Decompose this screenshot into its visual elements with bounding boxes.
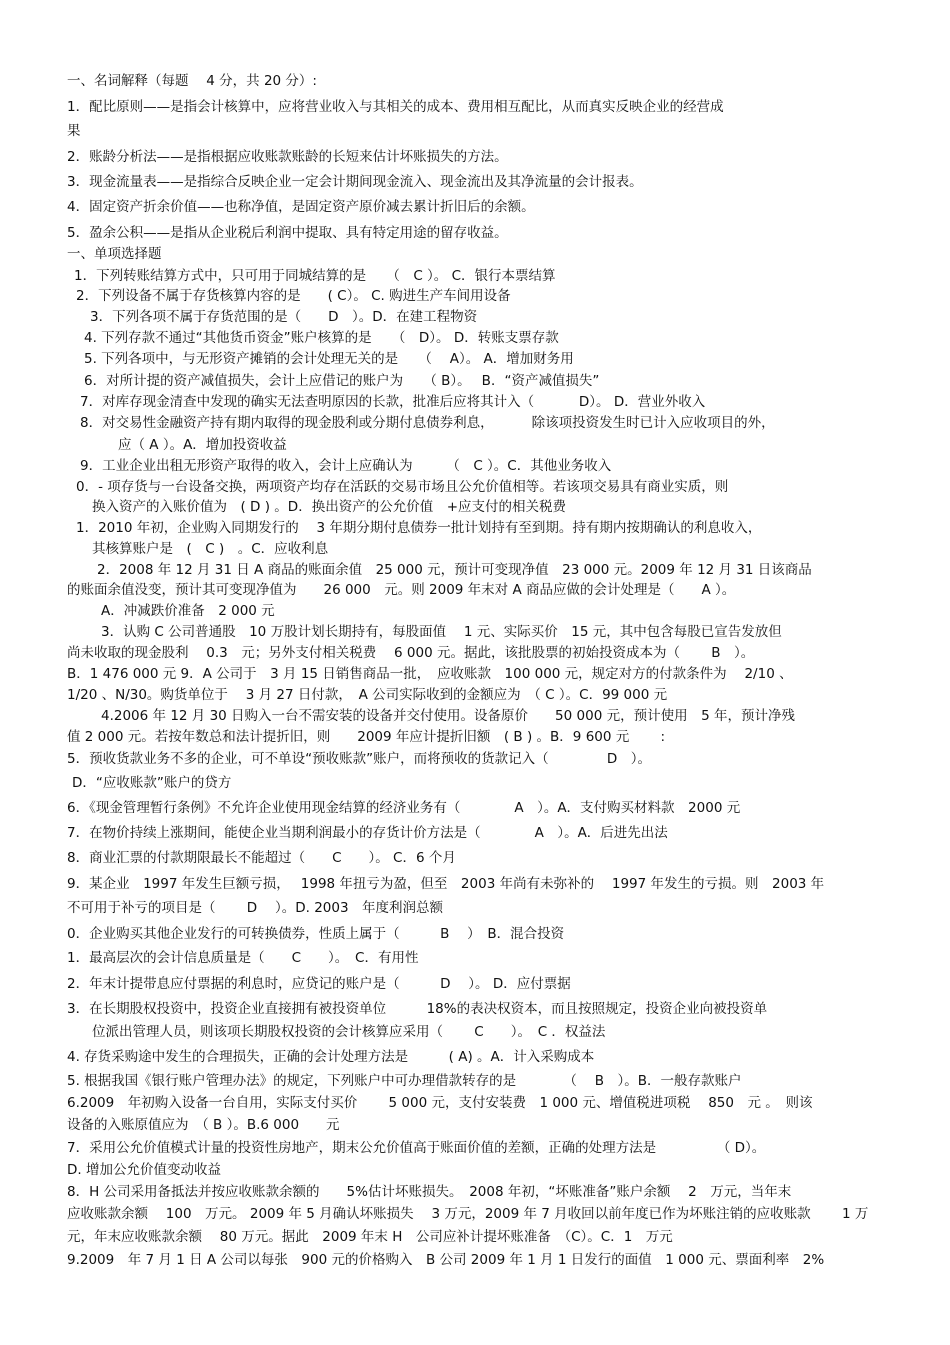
text-line: 4．固定资产折余价值——也称净值，是固定资产原价减去累计折旧后的余额。 (67, 199, 535, 215)
text-line: 1．最高层次的会计信息质量是（ C ）。 C．有用性 (67, 950, 419, 966)
text-line: 8．商业汇票的付款期限最长不能超过（ C ）。 C．6 个月 (67, 850, 456, 866)
text-line: 8．对交易性金融资产持有期内取得的现金股利或分期付息债券利息， 除该项投资发生时已计入应收项目的外， (80, 415, 775, 431)
text-line: 2．账龄分析法——是指根据应收账款账龄的长短来估计坏账损失的方法。 (67, 149, 508, 165)
text-line: 7．在物价持续上涨期间，能使企业当期利润最小的存货计价方法是（ A ）。A．后进先出法 (67, 825, 668, 841)
text-line: 位派出管理人员，则该项长期股权投资的会计核算应采用（ C ）。 C ．权益法 (92, 1024, 606, 1040)
text-line: 0．- 项存货与一台设备交换，两项资产均存在活跃的交易市场且公允价值相等。若该项交易具有商业实质，则 (76, 479, 729, 495)
text-line: 5．预收货款业务不多的企业，可不单设“预收账款”账户，而将预收的货款记入（ D ）。 (67, 751, 652, 767)
text-line: 8．H 公司采用备抵法并按应收账款余额的 5%估计坏账损失。 2008 年初，“坏账准备”账户余额 2 万元，当年末 (67, 1184, 792, 1200)
text-line: 2．下列设备不属于存货核算内容的是 ( C）。 C. 购进生产车间用设备 (76, 288, 511, 304)
text-line: 不可用于补亏的项目是（ D ）。D. 2003 年度利润总额 (67, 900, 444, 916)
text-line: 设备的入账原值应为 （ B ）。B.6 000 元 (67, 1117, 340, 1133)
text-line: 5. 根据我国《银行账户管理办法》的规定，下列账户中可办理借款转存的是 （ B ）。B．一般存款账户 (67, 1073, 742, 1089)
text-line: 换入资产的入账价值为 ( D ) 。D．换出资产的公允价值 +应支付的相关税费 (92, 499, 567, 515)
text-line: 3．下列各项不属于存货范围的是（ D ）。D．在建工程物资 (90, 309, 478, 325)
text-line: A．冲减跌价准备 2 000 元 (101, 603, 275, 619)
text-line: 6.2009 年初购入设备一台自用，实际支付买价 5 000 元，支付安装费 1 000 元、增值税进项税 850 元 。 则该 (67, 1095, 813, 1111)
text-line: 2．2008 年 12 月 31 日 A 商品的账面余值 25 000 元，预计可变现净值 23 000 元。2009 年 12 月 31 日该商品 (97, 562, 812, 578)
text-line: 0．企业购买其他企业发行的可转换债券，性质上属于（ B ） B．混合投资 (67, 926, 565, 942)
text-line: 3．现金流量表——是指综合反映企业一定会计期间现金流入、现金流出及其净流量的会计报表。 (67, 174, 643, 190)
text-line: 9．工业企业出租无形资产取得的收入，会计上应确认为 （ C ）。C．其他业务收入 (80, 458, 612, 474)
text-line: 3．认购 C 公司普通股 10 万股计划长期持有，每股面值 1 元、实际买价 15 元，其中包含每股已宣告发放但 (101, 624, 782, 640)
text-line: 3．在长期股权投资中，投资企业直接拥有被投资单位 18%的表决权资本，而且按照规定，投资企业向被投资单 (67, 1001, 768, 1017)
text-line: 1．2010 年初，企业购入同期发行的 3 年期分期付息债券一批计划持有至到期。持有期内按期确认的利息收入， (76, 520, 762, 536)
text-line: 9.2009 年 7 月 1 日 A 公司以每张 900 元的价格购入 B 公司 2009 年 1 月 1 日发行的面值 1 000 元、票面利率 2% (67, 1252, 825, 1268)
text-line: 其核算账户是 ( C ) 。C．应收利息 (92, 541, 329, 557)
text-line: 9．某企业 1997 年发生巨额亏损， 1998 年扭亏为盈，但至 2003 年尚有未弥补的 1997 年发生的亏损。则 2003 年 (67, 876, 825, 892)
section-heading: 一、单项选择题 (67, 246, 162, 262)
text-line: 的账面余值没变，预计其可变现净值为 26 000 元。则 2009 年末对 A 商品应做的会计处理是（ A ）。 (67, 582, 736, 598)
text-line: 果 (67, 123, 81, 139)
text-line: 6．《现金管理暂行条例》不允许企业使用现金结算的经济业务有（ A ）。A．支付购买材料款 2000 元 (67, 800, 741, 816)
text-line: D. 增加公允价值变动收益 (67, 1162, 221, 1178)
text-line: 1．配比原则——是指会计核算中，应将营业收入与其相关的成本、费用相互配比，从而真实反映企业的经营成 (67, 99, 724, 115)
text-line: 6．对所计提的资产减值损失，会计上应借记的账户为 （ B）。 B．“资产减值损失” (84, 373, 600, 389)
text-line: 应（ A ）。A．增加投资收益 (118, 437, 287, 453)
text-line: 值 2 000 元。若按年数总和法计提折旧，则 2009 年应计提折旧额 ( B ) 。B．9 600 元 : (67, 729, 666, 745)
text-line: 1．下列转账结算方式中，只可用于同城结算的是 （ C ）。 C．银行本票结算 (74, 268, 556, 284)
text-line: B．1 476 000 元 9．A 公司于 3 月 15 日销售商品一批， 应收账款 100 000 元，规定对方的付款条件为 2/10 、 (67, 666, 793, 682)
text-line: 7．采用公允价值模式计量的投资性房地产，期末公允价值高于账面价值的差额，正确的处理方法是 （ D）。 (67, 1140, 766, 1156)
text-line: 5．盈余公积——是指从企业税后利润中提取、具有特定用途的留存收益。 (67, 225, 508, 241)
text-line: D．“应收账款”账户的贷方 (72, 775, 232, 791)
text-line: 1/20 、N/30。购货单位于 3 月 27 日付款， A 公司实际收到的金额应为 （ C ）。C．99 000 元 (67, 687, 668, 703)
text-line: 4. 下列存款不通过“其他货币资金”账户核算的是 （ D）。 D．转账支票存款 (84, 330, 559, 346)
text-line: 尚未收取的现金股利 0.3 元；另外支付相关税费 6 000 元。据此，该批股票的初始投资成本为（ B ）。 (67, 645, 755, 661)
text-line: 元，年末应收账款余额 80 万元。据此 2009 年末 H 公司应补计提坏账准备 （C）。C．1 万元 (67, 1229, 673, 1245)
section-heading: 一、名词解释（每题 4 分，共 20 分）: (67, 73, 317, 89)
text-line: 5. 下列各项中，与无形资产摊销的会计处理无关的是 （ A）。 A．增加财务用 (84, 351, 574, 367)
text-line: 4. 存货采购途中发生的合理损失，正确的会计处理方法是 ( A) 。A．计入采购成本 (67, 1049, 595, 1065)
text-line: 7．对库存现金清查中发现的确实无法查明原因的长款，批准后应将其计入（ D）。 D．营业外收入 (80, 394, 706, 410)
text-line: 4.2006 年 12 月 30 日购入一台不需安装的设备并交付使用。设备原价 50 000 元，预计使用 5 年，预计净残 (101, 708, 795, 724)
text-line: 2．年末计提带息应付票据的利息时，应贷记的账户是（ D ）。 D．应付票据 (67, 976, 571, 992)
text-line: 应收账款余额 100 万元。 2009 年 5 月确认坏账损失 3 万元，2009 年 7 月收回以前年度已作为坏账注销的应收账款 1 万 (67, 1206, 869, 1222)
